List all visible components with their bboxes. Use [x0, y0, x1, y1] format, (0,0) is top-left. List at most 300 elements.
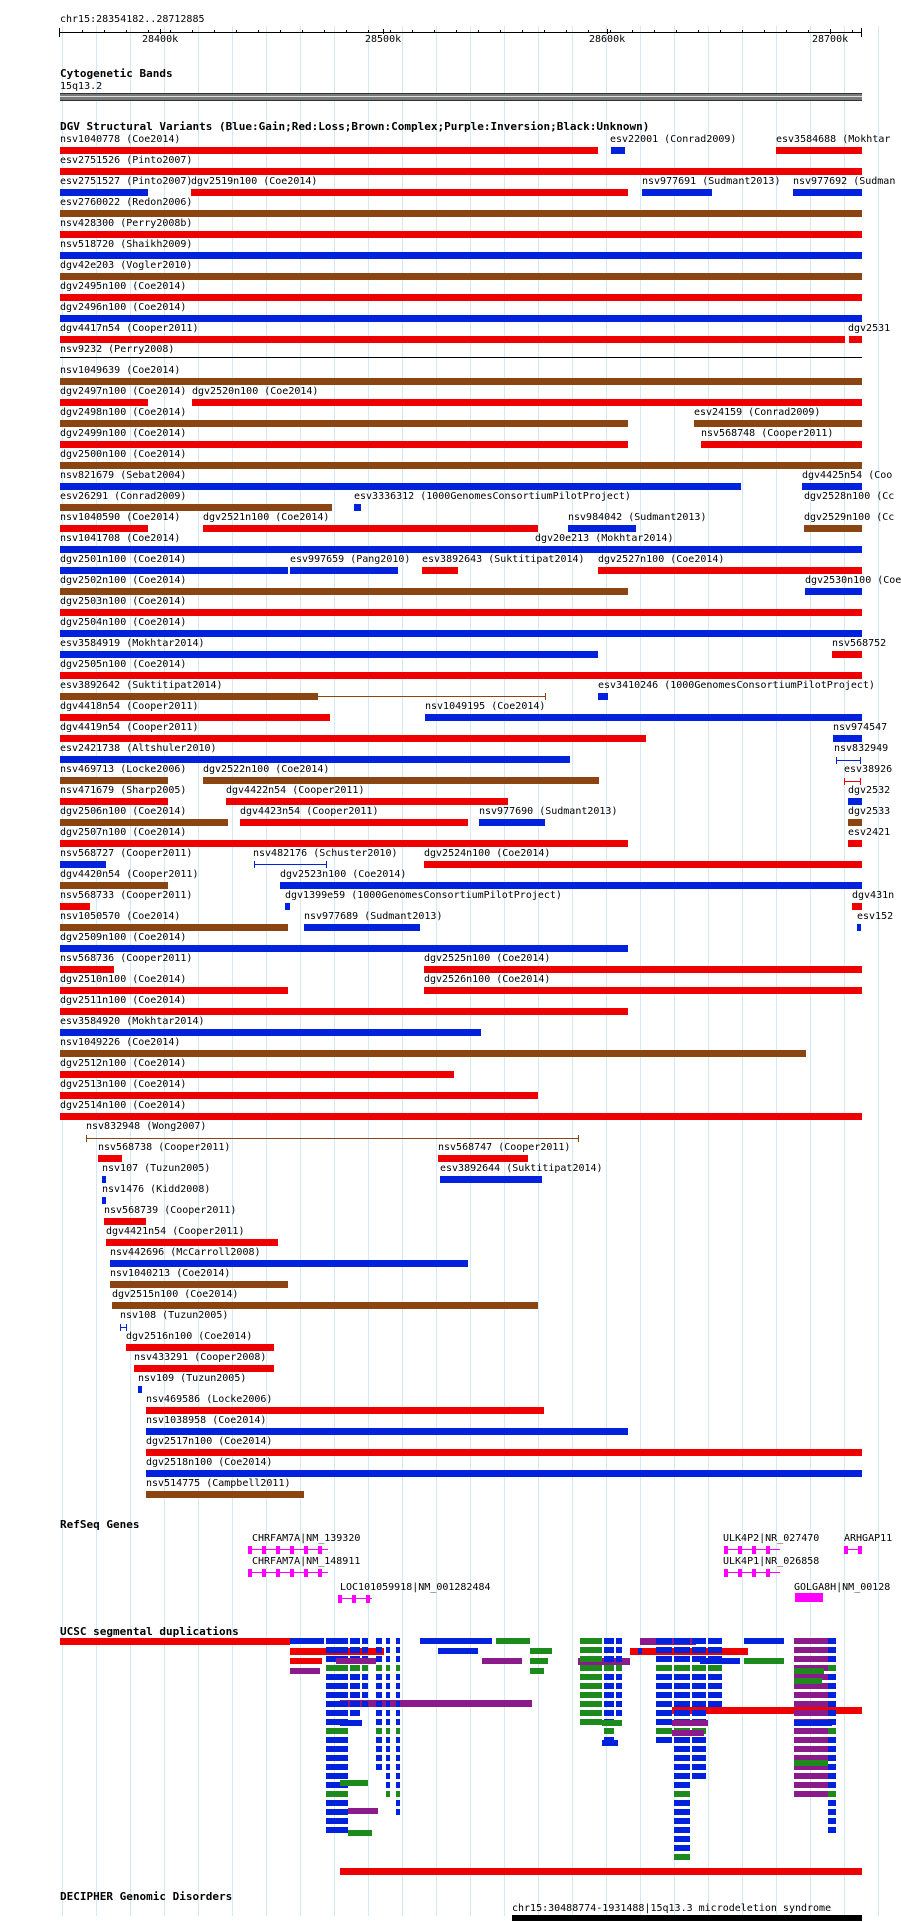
- segdup-block[interactable]: [794, 1760, 828, 1766]
- variant-bar[interactable]: [102, 1176, 106, 1183]
- segdup-block[interactable]: [744, 1658, 784, 1664]
- segdup-bar[interactable]: [60, 1638, 290, 1645]
- segdup-block[interactable]: [656, 1674, 672, 1680]
- variant-bar[interactable]: [60, 714, 330, 721]
- segdup-block[interactable]: [326, 1692, 348, 1698]
- segdup-block[interactable]: [396, 1737, 400, 1743]
- variant-bar[interactable]: [424, 966, 862, 973]
- segdup-block[interactable]: [794, 1701, 828, 1707]
- segdup-block[interactable]: [616, 1683, 622, 1689]
- segdup-block[interactable]: [604, 1710, 614, 1716]
- variant-bar[interactable]: [60, 273, 862, 280]
- variant-bar[interactable]: [60, 651, 598, 658]
- variant-bar[interactable]: [60, 483, 741, 490]
- segdup-block[interactable]: [656, 1701, 672, 1707]
- segdup-block[interactable]: [326, 1809, 348, 1815]
- segdup-block[interactable]: [340, 1720, 362, 1726]
- segdup-block[interactable]: [674, 1701, 690, 1707]
- segdup-block[interactable]: [828, 1746, 836, 1752]
- segdup-block[interactable]: [326, 1791, 348, 1797]
- segdup-block[interactable]: [656, 1719, 672, 1725]
- segdup-block[interactable]: [794, 1710, 828, 1716]
- segdup-block[interactable]: [580, 1647, 602, 1653]
- segdup-block[interactable]: [580, 1674, 602, 1680]
- segdup-block[interactable]: [290, 1658, 322, 1664]
- segdup-block[interactable]: [794, 1692, 828, 1698]
- variant-bar[interactable]: [60, 231, 862, 238]
- segdup-block[interactable]: [348, 1830, 372, 1836]
- segdup-block[interactable]: [386, 1737, 390, 1743]
- variant-bar[interactable]: [60, 1071, 454, 1078]
- segdup-block[interactable]: [396, 1638, 400, 1644]
- segdup-block[interactable]: [326, 1701, 348, 1707]
- segdup-block[interactable]: [290, 1638, 324, 1644]
- variant-interval[interactable]: [288, 696, 545, 697]
- variant-bar[interactable]: [479, 819, 545, 826]
- segdup-block[interactable]: [794, 1647, 828, 1653]
- segdup-block[interactable]: [376, 1674, 382, 1680]
- variant-bar[interactable]: [642, 189, 712, 196]
- segdup-block[interactable]: [794, 1791, 828, 1797]
- variant-bar[interactable]: [60, 1029, 481, 1036]
- gene-model[interactable]: [248, 1572, 328, 1573]
- segdup-block[interactable]: [396, 1764, 400, 1770]
- segdup-block[interactable]: [340, 1780, 368, 1786]
- segdup-block[interactable]: [396, 1647, 400, 1653]
- variant-bar[interactable]: [857, 924, 861, 931]
- variant-bar[interactable]: [60, 147, 598, 154]
- segdup-block[interactable]: [376, 1692, 382, 1698]
- segdup-block[interactable]: [350, 1701, 360, 1707]
- segdup-block[interactable]: [828, 1674, 836, 1680]
- segdup-block[interactable]: [828, 1710, 836, 1716]
- segdup-block[interactable]: [828, 1728, 836, 1734]
- variant-bar[interactable]: [60, 189, 148, 196]
- segdup-block[interactable]: [386, 1656, 390, 1662]
- variant-bar[interactable]: [138, 1386, 142, 1393]
- segdup-bar[interactable]: [340, 1700, 532, 1707]
- variant-bar[interactable]: [60, 336, 845, 343]
- segdup-block[interactable]: [656, 1656, 672, 1662]
- segdup-block[interactable]: [350, 1710, 360, 1716]
- segdup-block[interactable]: [348, 1808, 378, 1814]
- segdup-block[interactable]: [828, 1737, 836, 1743]
- variant-bar[interactable]: [112, 1302, 538, 1309]
- segdup-block[interactable]: [326, 1638, 348, 1644]
- variant-bar[interactable]: [425, 714, 862, 721]
- gene-label[interactable]: CHRFAM7A|NM_139320: [252, 1533, 361, 1544]
- gene-label[interactable]: ARHGAP11: [844, 1533, 893, 1544]
- gene-label[interactable]: CHRFAM7A|NM_148911: [252, 1556, 361, 1567]
- segdup-block[interactable]: [616, 1665, 622, 1671]
- variant-bar[interactable]: [802, 483, 862, 490]
- segdup-block[interactable]: [828, 1809, 836, 1815]
- variant-bar[interactable]: [60, 840, 628, 847]
- segdup-block[interactable]: [674, 1782, 690, 1788]
- segdup-block[interactable]: [362, 1674, 368, 1680]
- segdup-block[interactable]: [396, 1710, 400, 1716]
- segdup-block[interactable]: [530, 1658, 548, 1664]
- variant-bar[interactable]: [60, 966, 114, 973]
- variant-bar[interactable]: [110, 1260, 468, 1267]
- segdup-block[interactable]: [692, 1701, 706, 1707]
- segdup-block[interactable]: [580, 1665, 602, 1671]
- segdup-block[interactable]: [638, 1648, 642, 1654]
- segdup-block[interactable]: [396, 1701, 400, 1707]
- variant-bar[interactable]: [354, 504, 361, 511]
- segdup-block[interactable]: [674, 1710, 690, 1716]
- segdup-block[interactable]: [674, 1683, 690, 1689]
- segdup-block[interactable]: [386, 1701, 390, 1707]
- segdup-block[interactable]: [692, 1764, 706, 1770]
- variant-bar[interactable]: [60, 441, 628, 448]
- segdup-block[interactable]: [362, 1647, 368, 1653]
- segdup-block[interactable]: [616, 1674, 622, 1680]
- segdup-block[interactable]: [326, 1683, 348, 1689]
- segdup-block[interactable]: [674, 1836, 690, 1842]
- segdup-block[interactable]: [482, 1658, 522, 1664]
- variant-bar[interactable]: [848, 840, 862, 847]
- segdup-block[interactable]: [456, 1638, 492, 1644]
- segdup-block[interactable]: [326, 1800, 348, 1806]
- segdup-block[interactable]: [672, 1720, 708, 1726]
- segdup-block[interactable]: [580, 1638, 602, 1644]
- segdup-block[interactable]: [656, 1728, 672, 1734]
- gene-model[interactable]: [248, 1549, 328, 1550]
- segdup-block[interactable]: [616, 1701, 622, 1707]
- segdup-block[interactable]: [674, 1737, 690, 1743]
- variant-bar[interactable]: [848, 798, 862, 805]
- variant-bar[interactable]: [60, 798, 168, 805]
- segdup-block[interactable]: [580, 1683, 602, 1689]
- variant-bar[interactable]: [110, 1281, 288, 1288]
- segdup-block[interactable]: [386, 1692, 390, 1698]
- variant-bar[interactable]: [804, 525, 862, 532]
- variant-bar[interactable]: [203, 777, 599, 784]
- segdup-block[interactable]: [438, 1648, 478, 1654]
- segdup-block[interactable]: [828, 1638, 836, 1644]
- segdup-block[interactable]: [386, 1638, 390, 1644]
- variant-bar[interactable]: [776, 147, 862, 154]
- segdup-block[interactable]: [828, 1764, 836, 1770]
- segdup-block[interactable]: [336, 1658, 376, 1664]
- variant-bar[interactable]: [424, 987, 862, 994]
- segdup-block[interactable]: [386, 1674, 390, 1680]
- segdup-block[interactable]: [386, 1782, 390, 1788]
- segdup-block[interactable]: [828, 1683, 836, 1689]
- segdup-block[interactable]: [396, 1809, 400, 1815]
- segdup-block[interactable]: [744, 1638, 784, 1644]
- variant-bar[interactable]: [60, 609, 862, 616]
- segdup-block[interactable]: [708, 1701, 722, 1707]
- segdup-block[interactable]: [326, 1710, 348, 1716]
- segdup-block[interactable]: [794, 1728, 828, 1734]
- segdup-block[interactable]: [326, 1773, 348, 1779]
- variant-bar[interactable]: [60, 882, 168, 889]
- segdup-block[interactable]: [794, 1678, 822, 1684]
- segdup-block[interactable]: [692, 1755, 706, 1761]
- variant-bar[interactable]: [805, 588, 862, 595]
- variant-bar[interactable]: [598, 693, 608, 700]
- segdup-block[interactable]: [376, 1755, 382, 1761]
- variant-bar[interactable]: [98, 1155, 122, 1162]
- segdup-block[interactable]: [692, 1692, 706, 1698]
- segdup-block[interactable]: [376, 1638, 382, 1644]
- variant-bar[interactable]: [60, 168, 862, 175]
- variant-interval[interactable]: [86, 1138, 578, 1139]
- segdup-block[interactable]: [656, 1683, 672, 1689]
- segdup-block[interactable]: [708, 1638, 722, 1644]
- segdup-block[interactable]: [326, 1818, 348, 1824]
- segdup-block[interactable]: [674, 1746, 690, 1752]
- segdup-block[interactable]: [376, 1701, 382, 1707]
- segdup-block[interactable]: [326, 1737, 348, 1743]
- variant-bar[interactable]: [60, 420, 628, 427]
- variant-bar[interactable]: [60, 987, 288, 994]
- segdup-block[interactable]: [828, 1665, 836, 1671]
- variant-bar[interactable]: [60, 399, 148, 406]
- segdup-block[interactable]: [530, 1668, 544, 1674]
- variant-bar[interactable]: [832, 651, 862, 658]
- segdup-block[interactable]: [602, 1720, 622, 1726]
- segdup-block[interactable]: [828, 1818, 836, 1824]
- segdup-block[interactable]: [396, 1674, 400, 1680]
- variant-bar[interactable]: [60, 1008, 628, 1015]
- segdup-block[interactable]: [692, 1773, 706, 1779]
- variant-bar[interactable]: [304, 924, 420, 931]
- segdup-block[interactable]: [692, 1674, 706, 1680]
- segdup-block[interactable]: [376, 1737, 382, 1743]
- variant-bar[interactable]: [60, 630, 862, 637]
- segdup-block[interactable]: [386, 1710, 390, 1716]
- segdup-block[interactable]: [674, 1656, 690, 1662]
- segdup-block[interactable]: [376, 1647, 382, 1653]
- segdup-block[interactable]: [386, 1791, 390, 1797]
- segdup-block[interactable]: [674, 1800, 690, 1806]
- segdup-block[interactable]: [386, 1647, 390, 1653]
- segdup-block[interactable]: [674, 1827, 690, 1833]
- segdup-block[interactable]: [362, 1692, 368, 1698]
- segdup-block[interactable]: [376, 1665, 382, 1671]
- segdup-block[interactable]: [580, 1719, 602, 1725]
- segdup-block[interactable]: [794, 1656, 828, 1662]
- segdup-block[interactable]: [692, 1638, 706, 1644]
- segdup-block[interactable]: [828, 1692, 836, 1698]
- segdup-block[interactable]: [604, 1692, 614, 1698]
- variant-bar[interactable]: [285, 903, 290, 910]
- variant-interval[interactable]: [254, 864, 326, 865]
- segdup-block[interactable]: [396, 1719, 400, 1725]
- segdup-block[interactable]: [496, 1638, 530, 1644]
- segdup-block[interactable]: [396, 1656, 400, 1662]
- segdup-block[interactable]: [290, 1668, 320, 1674]
- segdup-block[interactable]: [674, 1845, 690, 1851]
- variant-bar[interactable]: [60, 693, 318, 700]
- segdup-block[interactable]: [708, 1647, 722, 1653]
- variant-bar[interactable]: [438, 1155, 528, 1162]
- segdup-block[interactable]: [656, 1638, 672, 1644]
- segdup-block[interactable]: [692, 1683, 706, 1689]
- variant-bar[interactable]: [852, 903, 862, 910]
- segdup-block[interactable]: [604, 1665, 614, 1671]
- segdup-block[interactable]: [386, 1764, 390, 1770]
- segdup-block[interactable]: [396, 1773, 400, 1779]
- variant-bar[interactable]: [60, 462, 862, 469]
- segdup-block[interactable]: [376, 1728, 382, 1734]
- gene-label[interactable]: ULK4P2|NR_027470: [723, 1533, 820, 1544]
- variant-bar[interactable]: [60, 861, 106, 868]
- segdup-block[interactable]: [386, 1746, 390, 1752]
- segdup-block[interactable]: [326, 1647, 348, 1653]
- segdup-block[interactable]: [674, 1674, 690, 1680]
- segdup-block[interactable]: [396, 1782, 400, 1788]
- variant-bar[interactable]: [60, 378, 862, 385]
- segdup-block[interactable]: [326, 1746, 348, 1752]
- segdup-block[interactable]: [672, 1730, 704, 1736]
- segdup-block[interactable]: [616, 1692, 622, 1698]
- segdup-block[interactable]: [656, 1710, 672, 1716]
- segdup-block[interactable]: [674, 1647, 690, 1653]
- segdup-block[interactable]: [396, 1746, 400, 1752]
- variant-bar[interactable]: [290, 567, 398, 574]
- segdup-block[interactable]: [828, 1647, 836, 1653]
- variant-bar[interactable]: [422, 567, 458, 574]
- segdup-block[interactable]: [656, 1665, 672, 1671]
- variant-bar[interactable]: [203, 525, 538, 532]
- segdup-block[interactable]: [362, 1638, 368, 1644]
- variant-bar[interactable]: [60, 210, 862, 217]
- segdup-block[interactable]: [674, 1818, 690, 1824]
- segdup-block[interactable]: [396, 1800, 400, 1806]
- segdup-block[interactable]: [794, 1746, 828, 1752]
- decipher-feature-bar[interactable]: [512, 1915, 862, 1921]
- variant-bar[interactable]: [611, 147, 625, 154]
- segdup-block[interactable]: [386, 1773, 390, 1779]
- segdup-block[interactable]: [604, 1656, 614, 1662]
- segdup-block[interactable]: [376, 1710, 382, 1716]
- variant-bar[interactable]: [60, 735, 646, 742]
- segdup-block[interactable]: [692, 1647, 706, 1653]
- variant-bar[interactable]: [60, 294, 862, 301]
- segdup-block[interactable]: [794, 1720, 832, 1726]
- segdup-block[interactable]: [386, 1728, 390, 1734]
- variant-bar[interactable]: [226, 798, 508, 805]
- segdup-block[interactable]: [580, 1692, 602, 1698]
- variant-bar[interactable]: [60, 672, 862, 679]
- segdup-block[interactable]: [326, 1674, 348, 1680]
- segdup-block[interactable]: [828, 1782, 836, 1788]
- segdup-block[interactable]: [674, 1755, 690, 1761]
- segdup-block[interactable]: [828, 1773, 836, 1779]
- variant-bar[interactable]: [192, 399, 862, 406]
- segdup-block[interactable]: [674, 1809, 690, 1815]
- segdup-block[interactable]: [692, 1746, 706, 1752]
- segdup-block[interactable]: [326, 1665, 348, 1671]
- segdup-block[interactable]: [828, 1656, 836, 1662]
- variant-bar[interactable]: [146, 1449, 862, 1456]
- segdup-block[interactable]: [530, 1648, 552, 1654]
- segdup-block[interactable]: [326, 1764, 348, 1770]
- segdup-block[interactable]: [616, 1710, 622, 1716]
- segdup-block[interactable]: [656, 1647, 672, 1653]
- gene-label[interactable]: ULK4P1|NR_026858: [723, 1556, 820, 1567]
- variant-bar[interactable]: [60, 588, 628, 595]
- variant-bar[interactable]: [146, 1470, 862, 1477]
- segdup-block[interactable]: [616, 1638, 622, 1644]
- variant-bar[interactable]: [60, 819, 228, 826]
- variant-bar[interactable]: [440, 1176, 542, 1183]
- segdup-block[interactable]: [616, 1647, 622, 1653]
- segdup-block[interactable]: [708, 1665, 722, 1671]
- segdup-block[interactable]: [580, 1701, 602, 1707]
- variant-bar[interactable]: [60, 945, 628, 952]
- segdup-block[interactable]: [350, 1638, 360, 1644]
- variant-bar[interactable]: [60, 903, 90, 910]
- variant-bar[interactable]: [60, 546, 862, 553]
- segdup-block[interactable]: [604, 1701, 614, 1707]
- segdup-block[interactable]: [794, 1782, 828, 1788]
- segdup-block[interactable]: [828, 1755, 836, 1761]
- segdup-block[interactable]: [362, 1701, 368, 1707]
- variant-bar[interactable]: [694, 420, 862, 427]
- segdup-block[interactable]: [396, 1791, 400, 1797]
- variant-bar[interactable]: [60, 567, 288, 574]
- segdup-block[interactable]: [828, 1800, 836, 1806]
- variant-bar[interactable]: [60, 1092, 538, 1099]
- segdup-block[interactable]: [674, 1854, 690, 1860]
- variant-bar[interactable]: [60, 924, 288, 931]
- variant-bar[interactable]: [146, 1491, 304, 1498]
- segdup-block[interactable]: [674, 1638, 690, 1644]
- segdup-block[interactable]: [376, 1683, 382, 1689]
- segdup-block[interactable]: [692, 1665, 706, 1671]
- variant-bar[interactable]: [240, 819, 468, 826]
- variant-bar[interactable]: [60, 756, 570, 763]
- segdup-block[interactable]: [386, 1683, 390, 1689]
- segdup-block[interactable]: [376, 1764, 382, 1770]
- segdup-block[interactable]: [602, 1740, 618, 1746]
- segdup-block[interactable]: [692, 1737, 706, 1743]
- segdup-block[interactable]: [616, 1656, 622, 1662]
- variant-bar[interactable]: [833, 735, 862, 742]
- segdup-block[interactable]: [580, 1656, 602, 1662]
- variant-bar[interactable]: [793, 189, 862, 196]
- segdup-block[interactable]: [386, 1755, 390, 1761]
- segdup-block[interactable]: [674, 1692, 690, 1698]
- variant-bar[interactable]: [60, 525, 148, 532]
- segdup-block[interactable]: [396, 1755, 400, 1761]
- segdup-bar[interactable]: [340, 1868, 862, 1875]
- segdup-block[interactable]: [794, 1638, 828, 1644]
- variant-bar[interactable]: [146, 1428, 628, 1435]
- segdup-block[interactable]: [376, 1719, 382, 1725]
- segdup-block[interactable]: [362, 1683, 368, 1689]
- segdup-block[interactable]: [708, 1692, 722, 1698]
- variant-bar[interactable]: [104, 1218, 146, 1225]
- segdup-block[interactable]: [350, 1647, 360, 1653]
- variant-bar[interactable]: [126, 1344, 274, 1351]
- segdup-block[interactable]: [604, 1647, 614, 1653]
- variant-bar[interactable]: [60, 315, 862, 322]
- variant-bar[interactable]: [60, 1050, 806, 1057]
- segdup-block[interactable]: [350, 1665, 360, 1671]
- variant-interval[interactable]: [844, 781, 860, 782]
- cytoband-ideogram[interactable]: [60, 93, 862, 101]
- segdup-block[interactable]: [674, 1773, 690, 1779]
- segdup-block[interactable]: [396, 1683, 400, 1689]
- variant-bar[interactable]: [60, 252, 862, 259]
- variant-bar[interactable]: [102, 1197, 106, 1204]
